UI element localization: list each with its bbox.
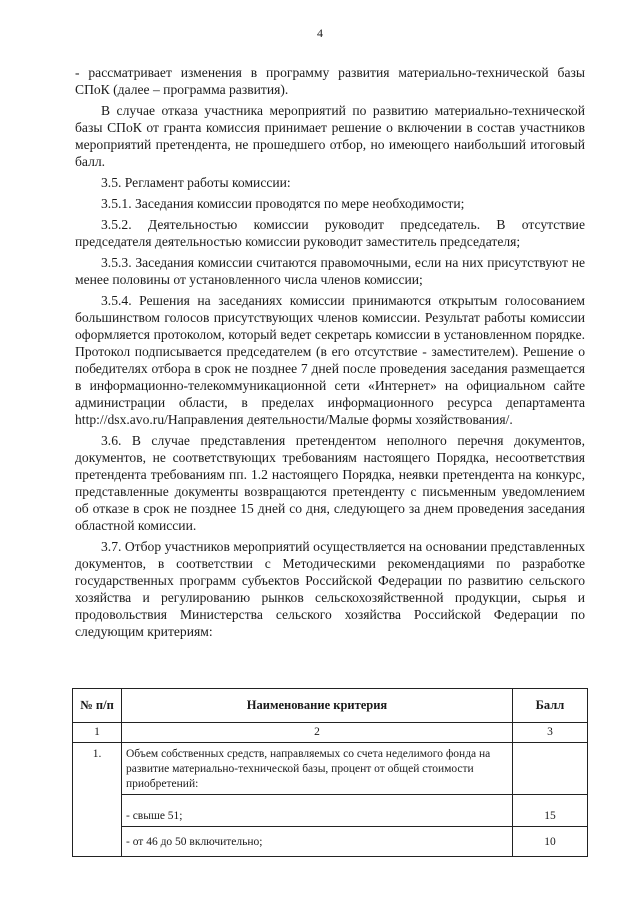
paragraph-3-6: 3.6. В случае представления претендентом неполного перечня документов, документов, не соответствующих требованиям настоящего Порядка, несоответствия претендента требованиям пп. 1.2 настоящего Порядка, неявки претендента на конкурс, представленные документы возвращаются претенденту с письменным уведомлением об отказе в срок не позднее 15 дней со дня, следующего за днем проведения заседания областной комиссии. bbox=[75, 433, 585, 533]
index-cell-1: 1 bbox=[73, 723, 122, 743]
criteria-table bbox=[72, 688, 588, 857]
table-row bbox=[73, 827, 588, 857]
paragraph-3-5: 3.5. Регламент работы комиссии: bbox=[101, 175, 291, 190]
index-cell-3: 3 bbox=[513, 723, 588, 743]
criterion-score-empty bbox=[513, 743, 588, 795]
header-criterion: Наименование критерия bbox=[122, 689, 513, 723]
table-row bbox=[73, 795, 588, 827]
paragraph-3-5-3: 3.5.3. Заседания комиссии считаются правомочными, если на них присутствуют не менее половины от установленного числа членов комиссии; bbox=[75, 255, 585, 287]
table-index-row bbox=[73, 723, 588, 743]
option-label: - от 46 до 50 включительно; bbox=[122, 827, 513, 857]
page-number: 4 bbox=[317, 26, 323, 40]
criterion-number: 1. bbox=[73, 743, 122, 857]
document-body bbox=[75, 64, 585, 644]
table-header-row bbox=[73, 689, 588, 723]
option-score: 15 bbox=[513, 795, 588, 827]
option-score: 10 bbox=[513, 827, 588, 857]
paragraph-3-5-4: 3.5.4. Решения на заседаниях комиссии принимаются открытым голосованием большинством голосов присутствующих членов комиссии. Результат работы комиссии оформляется протоколом, который ведет секретарь комиссии в установленном порядке. Протокол подписывается председателем (в его отсутствие - заместителем). Решение о победителях отбора в срок не позднее 7 дней после проведения заседания размещается в информационно-телекоммуникационной сети «Интернет» на официальном сайте администрации области, в пределах информационного ресурса департамента http://dsx.avo.ru/Направления деятельности/Малые формы хозяйствования/. bbox=[75, 293, 585, 427]
header-score: Балл bbox=[513, 689, 588, 723]
paragraph-3-5-2: 3.5.2. Деятельностью комиссии руководит председатель. В отсутствие председателя деятельностью комиссии руководит заместитель председателя; bbox=[75, 217, 585, 249]
paragraph-3-5-1: 3.5.1. Заседания комиссии проводятся по мере необходимости; bbox=[101, 196, 465, 211]
paragraph-3-7: 3.7. Отбор участников мероприятий осуществляется на основании представленных документов, в соответствии с Методическими рекомендациями по разработке государственных программ субъектов Российской Федерации по развитию сельского хозяйства и регулированию рынков сельскохозяйственной продукции, сырья и продовольствия Министерства сельского хозяйства Российской Федерации по следующим критериям: bbox=[75, 539, 585, 639]
index-cell-2: 2 bbox=[122, 723, 513, 743]
option-label: - свыше 51; bbox=[122, 795, 513, 827]
paragraph-2: В случае отказа участника мероприятий по развитию материально-технической базы СПоК от гранта комиссия принимает решение о включении в состав участников мероприятий претендента, не прошедшего отбор, но имеющего наибольший итоговый балл. bbox=[75, 103, 585, 169]
paragraph-1: - рассматривает изменения в программу развития материально-технической базы СПоК (далее – программа развития). bbox=[75, 65, 585, 97]
criterion-description: Объем собственных средств, направляемых со счета неделимого фонда на развитие материально-технической базы, процент от общей стоимости приобретений: bbox=[122, 743, 513, 795]
table-row bbox=[73, 743, 588, 795]
header-number: № п/п bbox=[73, 689, 122, 723]
